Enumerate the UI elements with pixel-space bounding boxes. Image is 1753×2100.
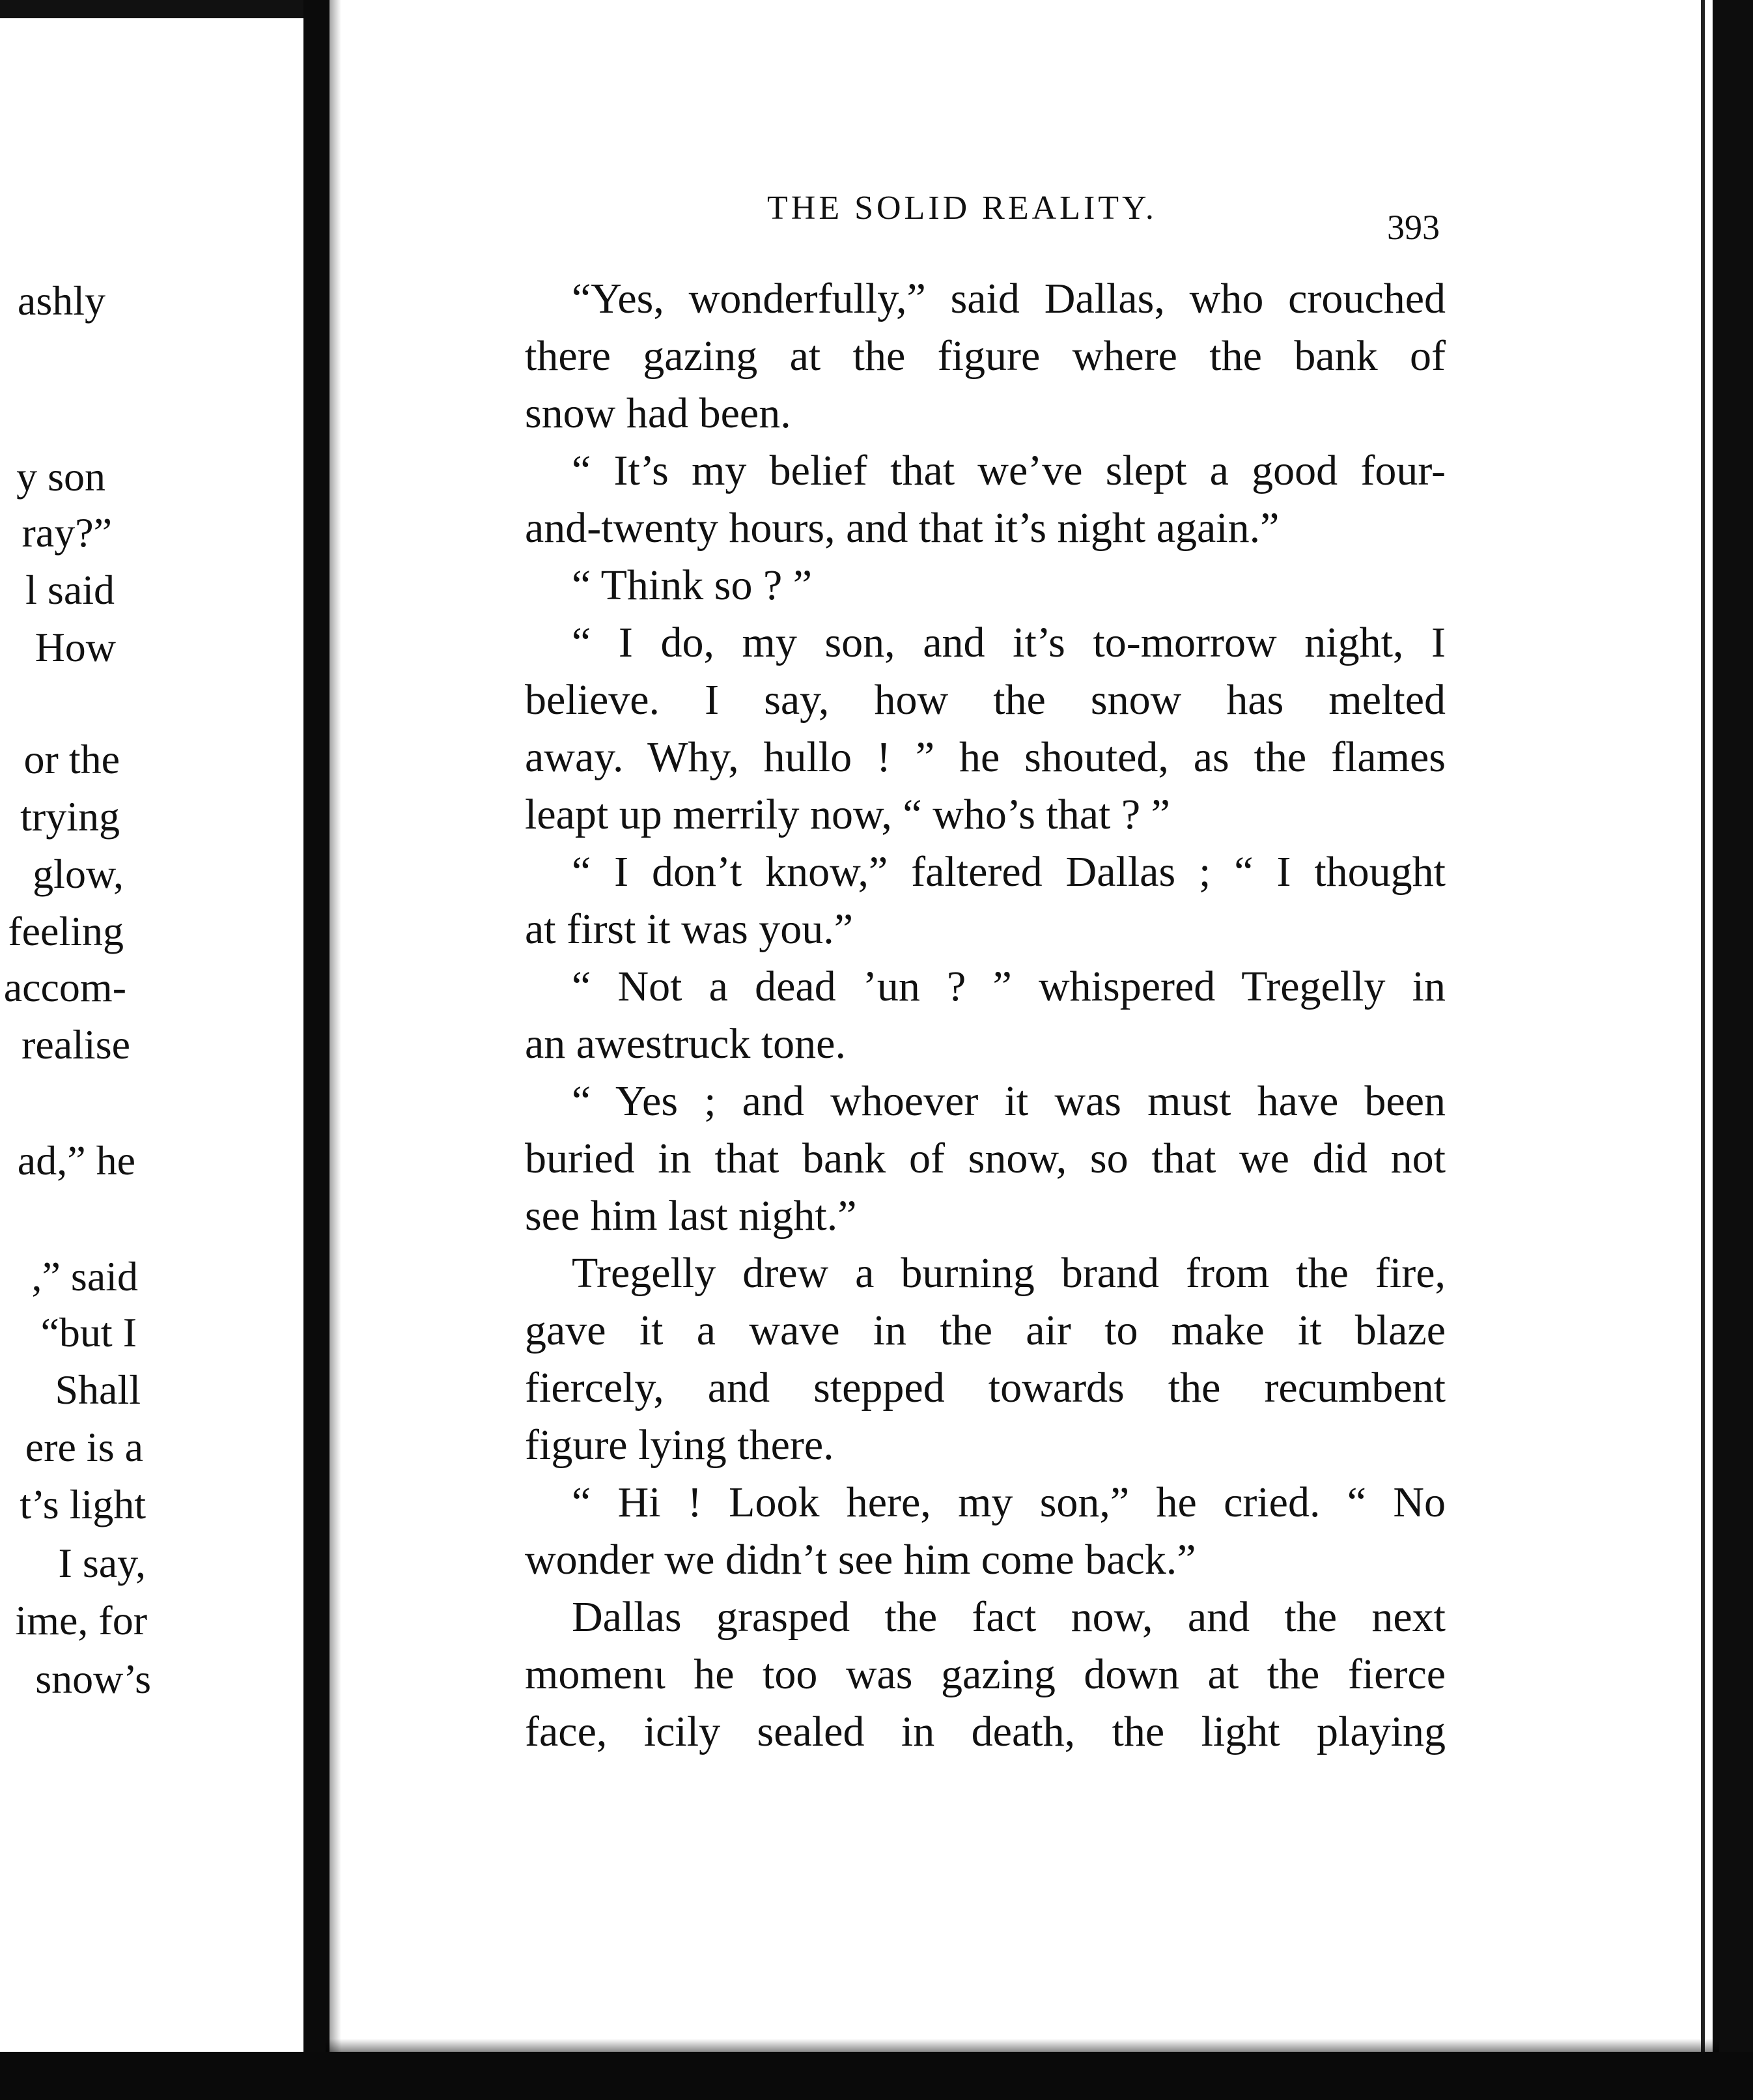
facing-line: accom- bbox=[3, 964, 126, 1010]
text-line: away. Why, hullo ! ” he shouted, as the flames bbox=[525, 733, 1446, 781]
text-line: “ It’s my belief that we’ve slept a good four- bbox=[572, 447, 1446, 494]
facing-line: ray?” bbox=[21, 509, 112, 556]
facing-line: ,” said bbox=[31, 1253, 138, 1299]
facing-line: l said bbox=[25, 567, 115, 613]
facing-line: y son bbox=[16, 453, 105, 500]
text-line: and-twenty hours, and that it’s night again.” bbox=[525, 504, 1280, 552]
text-line: fiercely, and stepped towards the recumbent bbox=[525, 1364, 1446, 1412]
text-line: momenι he too was gazing down at the fierce bbox=[525, 1651, 1446, 1698]
facing-line: or the bbox=[23, 736, 120, 782]
scan-border-right bbox=[1713, 0, 1753, 2100]
text-line: see him last night.” bbox=[525, 1192, 857, 1240]
text-line: figure lying there. bbox=[525, 1421, 834, 1469]
facing-line: glow, bbox=[33, 851, 124, 897]
text-line: face, icily sealed in death, the light playing bbox=[525, 1708, 1446, 1755]
text-line: “ Think so ? ” bbox=[572, 561, 813, 609]
text-line: believe. I say, how the snow has melted bbox=[525, 676, 1446, 724]
facing-line: ere is a bbox=[25, 1424, 143, 1470]
facing-line: ashly bbox=[17, 277, 105, 324]
facing-line: realise bbox=[21, 1021, 130, 1068]
text-line: “ I do, my son, and it’s to-morrow night, I bbox=[572, 619, 1446, 666]
facing-line: How bbox=[35, 624, 116, 670]
text-line: “Yes, wonderfully,” said Dallas, who crouched bbox=[572, 275, 1446, 322]
text-line: Dallas grasped the fact now, and the next bbox=[572, 1593, 1446, 1641]
text-line: “ Yes ; and whoever it was must have been bbox=[572, 1077, 1446, 1125]
scan-border-bottom bbox=[0, 2052, 1753, 2100]
facing-line: I say, bbox=[58, 1540, 146, 1586]
text-line: there gazing at the figure where the bank of bbox=[525, 332, 1446, 380]
page-edge-line bbox=[1701, 0, 1705, 2052]
facing-line: feeling bbox=[8, 908, 124, 954]
text-line: an awestruck tone. bbox=[525, 1020, 846, 1068]
text-line: “ Hi ! Look here, my son,” he cried. “ No bbox=[572, 1479, 1446, 1526]
facing-line: trying bbox=[20, 793, 120, 840]
facing-line: ad,” he bbox=[17, 1137, 135, 1184]
text-line: at first it was you.” bbox=[525, 905, 854, 953]
facing-line: Shall bbox=[55, 1367, 141, 1413]
text-line: gave it a wave in the air to make it blaze bbox=[525, 1307, 1446, 1354]
facing-line: ime, for bbox=[15, 1597, 147, 1643]
facing-line: t’s light bbox=[20, 1481, 146, 1527]
text-line: snow had been. bbox=[525, 390, 791, 437]
text-line: wonder we didn’t see him come back.” bbox=[525, 1536, 1196, 1583]
page-bottom-shadow bbox=[326, 2039, 1719, 2053]
gutter-shadow bbox=[330, 0, 341, 2052]
running-head: THE SOLID REALITY. bbox=[767, 190, 1157, 227]
facing-line: snow’s bbox=[35, 1656, 151, 1702]
text-line: buried in that bank of snow, so that we did not bbox=[525, 1135, 1446, 1182]
text-line: “ I don’t know,” faltered Dallas ; “ I thought bbox=[572, 848, 1446, 896]
page-number: 393 bbox=[1387, 208, 1440, 247]
scan-border-top bbox=[0, 0, 313, 18]
text-line: “ Not a dead ’un ? ” whispered Tregelly in bbox=[572, 963, 1446, 1010]
facing-line: “but I bbox=[40, 1309, 137, 1355]
text-line: Tregelly drew a burning brand from the fire, bbox=[572, 1249, 1446, 1297]
book-gutter bbox=[303, 0, 330, 2052]
text-line: leapt up merrily now, “ who’s that ? ” bbox=[525, 791, 1170, 838]
